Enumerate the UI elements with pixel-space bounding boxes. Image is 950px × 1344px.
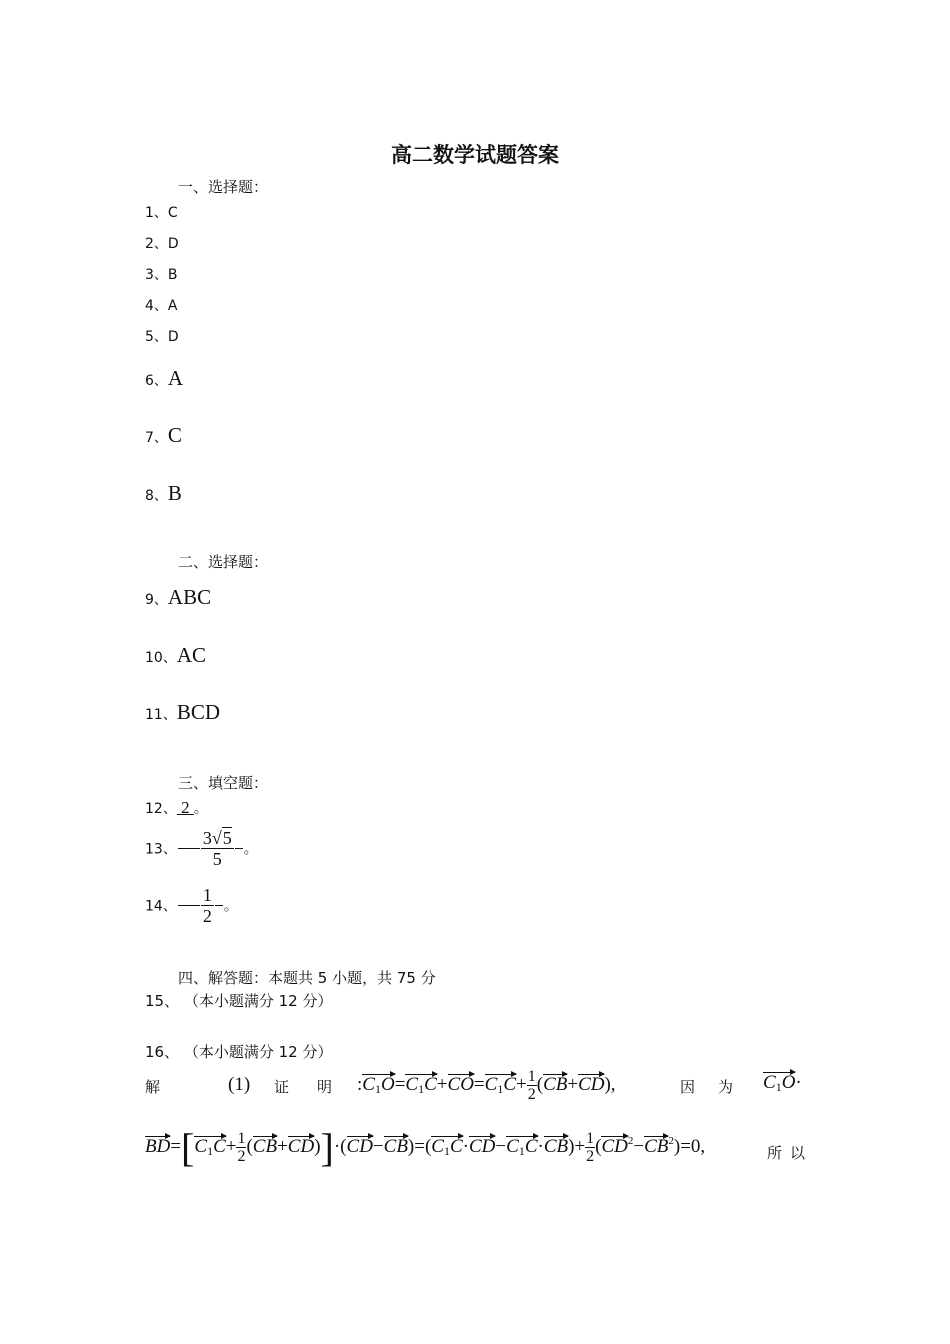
text-wei: 为: [718, 1078, 734, 1096]
text-yi: 以: [790, 1144, 806, 1162]
fill-answer-12: 12、 2 。: [145, 798, 208, 817]
answer-item: 1、C: [145, 205, 178, 221]
answer-item: 10、AC: [145, 643, 207, 667]
section-heading-solve: 四、解答题：本题共 5 小题，共 75 分: [178, 969, 436, 987]
answer-item: 11、BCD: [145, 700, 221, 724]
section-heading-multi: 二、选择题：: [178, 553, 269, 571]
text-suo: 所: [767, 1144, 783, 1162]
fraction: $\frac{3√5}{5}$: [202, 828, 232, 869]
section-heading-fill: 三、填空题：: [178, 774, 269, 792]
part-label: (1): [228, 1074, 251, 1095]
fraction: $\frac{1}{2}$: [202, 885, 212, 926]
text-zheng: 证: [274, 1078, 290, 1096]
text-yin: 因: [680, 1078, 696, 1096]
text-ming: 明: [317, 1078, 333, 1096]
answer-item: 2、D: [145, 236, 179, 252]
formula-c1o: $C_1O\cdot$: [763, 1072, 802, 1094]
page-title: 高二数学试题答案: [391, 142, 559, 167]
question-16-header: 16、 （本小题满分 12 分）: [145, 1043, 333, 1061]
answer-item: 6、A: [145, 366, 184, 390]
question-15-header: 15、 （本小题满分 12 分）: [145, 992, 333, 1010]
formula-line-1: $:C_1O=C_1C+CO=C_1C+$ $\frac{1}{2}$ (CB+CD),: [357, 1068, 616, 1103]
formula-line-2: $BD=[C_1C+$ $\frac{1}{2}$ $(CB+CD)]\cdot(CD-CB)=(C_1C\cdot CD-C_1C\cdot CB)+$ $\frac{1}{2}$ $(CD^2-CB^2)=0$,: [145, 1125, 706, 1170]
solution-label: 解: [145, 1078, 161, 1096]
fill-answer-14: 14、 $\frac{1}{2}$ 。: [145, 885, 238, 926]
answer-item: 7、C: [145, 423, 182, 447]
answer-item: 9、ABC: [145, 585, 212, 609]
answer-item: 5、D: [145, 329, 179, 345]
section-heading-choice: 一、选择题：: [178, 178, 269, 196]
fill-answer-13: 13、 $\frac{3√5}{5}$ 。: [145, 828, 258, 869]
answer-item: 8、B: [145, 481, 182, 505]
answer-item: 4、A: [145, 298, 178, 314]
answer-item: 3、B: [145, 267, 178, 283]
